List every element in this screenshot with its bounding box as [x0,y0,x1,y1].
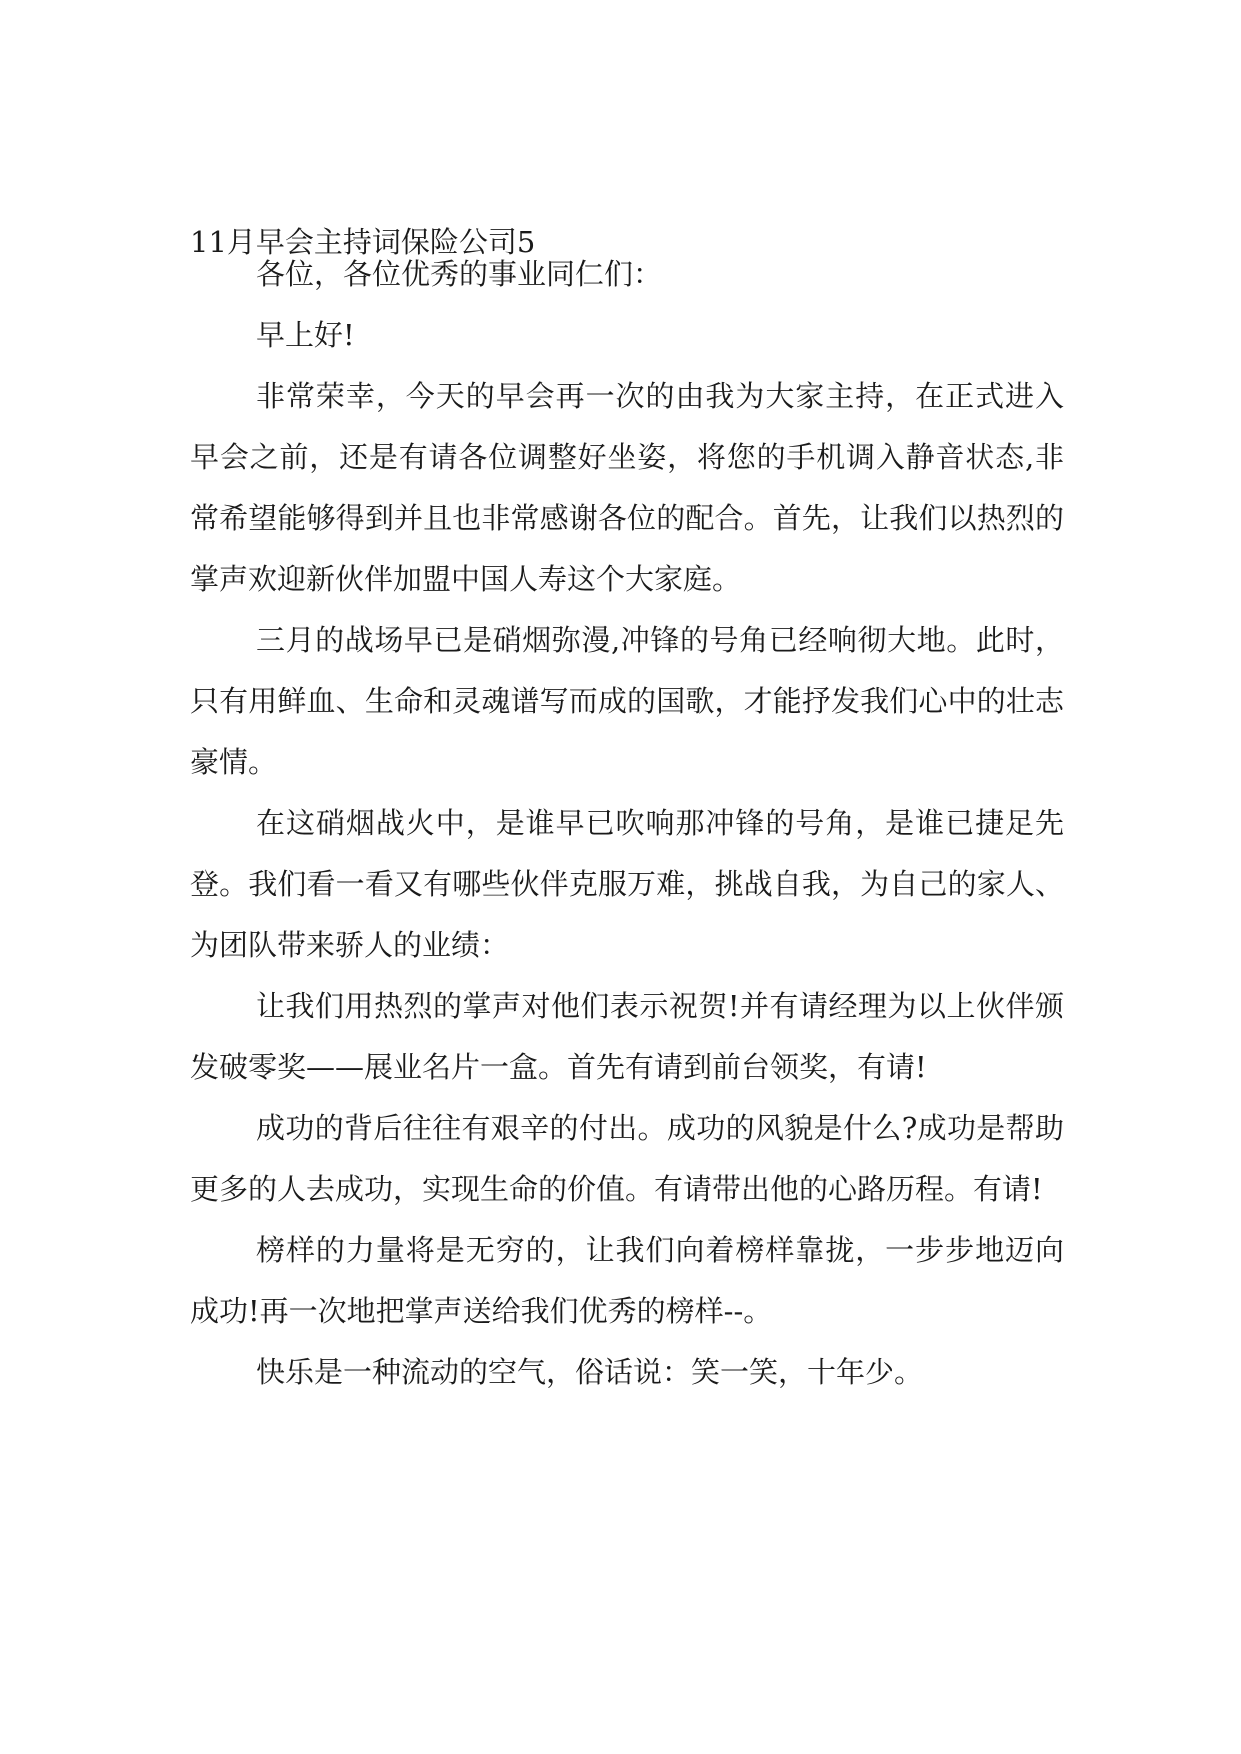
paragraph: 各位，各位优秀的事业同仁们： [256,257,663,291]
paragraph: 让我们用热烈的掌声对他们表示祝贺!并有请经理为以上伙伴颁发破零奖——展业名片一盒。首先有请到前台领奖，有请! [190,989,1064,1084]
paragraph: 非常荣幸，今天的早会再一次的由我为大家主持，在正式进入早会之前，还是有请各位调整好坐姿，将您的手机调入静音状态,非常希望能够得到并且也非常感谢各位的配合。首先，让我们以热烈的掌声欢迎新伙伴加盟中国人寿这个大家庭。 [190,379,1064,596]
document-body [190,244,1064,1403]
paragraph: 早上好! [256,318,355,352]
paragraph: 快乐是一种流动的空气，俗话说：笑一笑，十年少。 [256,1355,924,1389]
paragraph: 三月的战场早已是硝烟弥漫,冲锋的号角已经响彻大地。此时，只有用鲜血、生命和灵魂谱写而成的国歌，才能抒发我们心中的壮志豪情。 [190,623,1064,779]
document-title: 11月早会主持词保险公司5 [190,225,536,259]
paragraph: 成功的背后往往有艰辛的付出。成功的风貌是什么?成功是帮助更多的人去成功，实现生命的价值。有请带出他的心路历程。有请! [190,1111,1064,1206]
paragraph: 榜样的力量将是无穷的，让我们向着榜样靠拢，一步步地迈向成功!再一次地把掌声送给我们优秀的榜样--。 [190,1233,1064,1328]
paragraph: 在这硝烟战火中，是谁早已吹响那冲锋的号角，是谁已捷足先登。我们看一看又有哪些伙伴克服万难，挑战自我，为自己的家人、为团队带来骄人的业绩： [190,806,1064,962]
